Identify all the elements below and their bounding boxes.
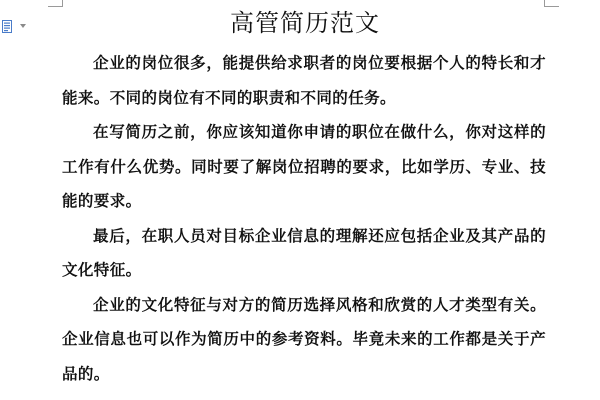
paragraph-2: 在写简历之前，你应该知道你申请的职位在做什么，你对这样的工作有什么优势。同时要了解岗位招聘的要求，比如学历、专业、技能的要求。 [62, 122, 546, 210]
document-icon [2, 20, 14, 33]
paragraph-4: 企业的文化特征与对方的简历选择风格和欣赏的人才类型有关。企业信息也可以作为简历中的参考资料。毕竟未来的工作都是关于产品的。 [62, 294, 546, 383]
chevron-down-icon [20, 24, 26, 28]
document-title: 高管简历范文 [230, 9, 380, 37]
paragraph-options-handle[interactable] [0, 18, 28, 34]
document-body [62, 46, 546, 391]
paragraph-3: 最后，在职人员对目标企业信息的理解还应包括企业及其产品的文化特征。 [62, 225, 546, 279]
paragraph-1: 企业的岗位很多，能提供给求职者的岗位要根据个人的特长和才能来。不同的岗位有不同的职责和不同的任务。 [62, 53, 546, 107]
